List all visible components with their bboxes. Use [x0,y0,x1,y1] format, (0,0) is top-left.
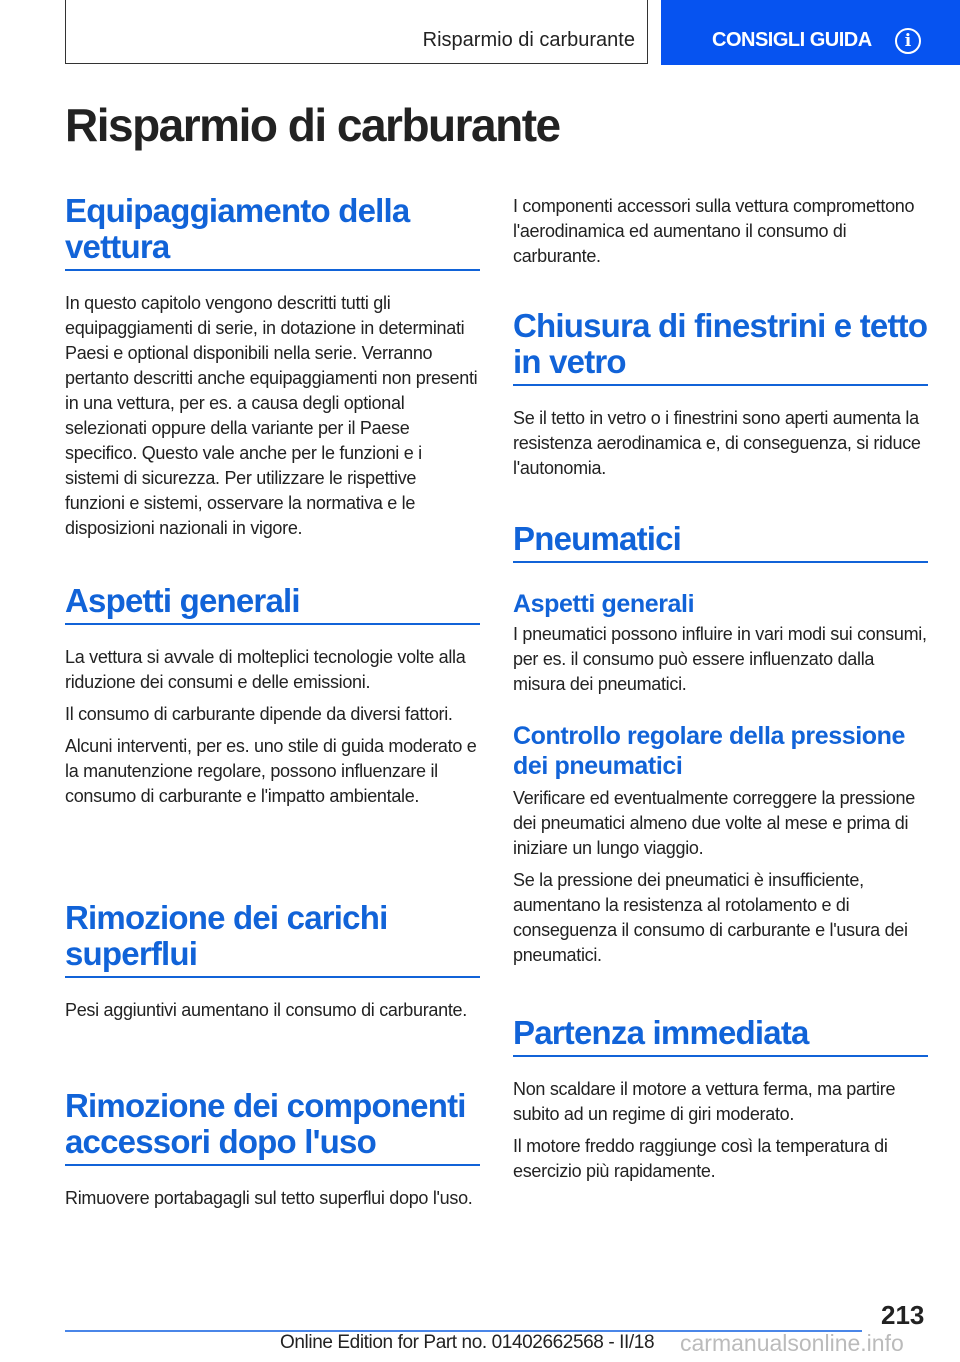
paragraph: Se la pressione dei pneumatici è insufficiente, aumentano la resistenza al rotolamento e di conseguenza il consumo di carburante e l'usura dei pneumatici. [513,870,908,965]
paragraph: La vettura si avvale di molteplici tecnologie volte alla riduzione dei consumi e delle emissioni. [65,647,466,692]
section-heading: Aspetti generali [65,583,480,625]
watermark: carmanualsonline.info [680,1330,904,1356]
edition-text: Online Edition for Part no. 01402662568 - II/18 [280,1332,655,1353]
header-section-box [65,0,648,64]
paragraph: Alcuni interventi, per es. uno stile di guida moderato e la manutenzione regolare, possono influenzare il consumo di carburante e l'impatto ambientale. [65,736,477,806]
header-section-title: Risparmio di carburante [422,29,635,51]
subsection-heading: Aspetti generali [513,590,695,618]
paragraph: Non scaldare il motore a vettura ferma, ma partire subito ad un regime di giri moderato. [513,1079,896,1124]
chapter-tab-label: CONSIGLI GUIDA [712,29,872,51]
section-heading: Equipaggiamento della vettura [65,193,480,271]
section-rimozione-componenti [65,1088,480,1211]
section-partenza-immediata [513,1015,928,1184]
page-number: 213 [881,1300,925,1330]
section-heading: Pneumatici [513,521,928,563]
chapter-tab[interactable] [661,0,960,65]
paragraph: I componenti accessori sulla vettura compromettono l'aerodinamica ed aumentano il consumo di carburante. [513,196,915,266]
paragraph: Il consumo di carburante dipende da diversi fattori. [65,704,453,724]
section-heading: Partenza immediata [513,1015,928,1057]
section-rimozione-carichi [65,900,480,1023]
paragraph: Pesi aggiuntivi aumentano il consumo di carburante. [65,1000,467,1020]
paragraph: Il motore freddo raggiunge così la temperatura di esercizio più rapidamente. [513,1136,888,1181]
paragraph: I pneumatici possono influire in vari modi sui consumi, per es. il consumo può essere influenzato dalla misura dei pneumatici. [513,624,927,694]
section-heading: Chiusura di finestrini e tetto in vetro [513,308,928,386]
paragraph: Se il tetto in vetro o i finestrini sono aperti aumenta la resistenza aerodinamica e, di conseguenza, si riduce l'autonomia. [513,408,921,478]
section-equipaggiamento [65,193,480,541]
paragraph: In questo capitolo vengono descritti tutti gli equipaggiamenti di serie, in dotazione in determinati Paesi e optional disponibili nella serie. Verranno pertanto descritti anche equipaggiamenti non presenti in una vettura, per es. a causa degli optional selezionati oppure della variante per il Paese specifico. Questo vale anche per le funzioni e i sistemi di sicurezza. Per utilizzare le rispettive funzioni e sistemi, osservare la normativa e le disposizioni nazionali in vigore. [65,293,478,538]
section-heading: Rimozione dei carichi superflui [65,900,480,978]
page-title: Risparmio di carburante [65,99,560,151]
section-pneumatici [513,521,928,968]
section-aspetti-generali [65,583,480,809]
paragraph: Rimuovere portabagagli sul tetto superflui dopo l'uso. [65,1188,473,1208]
intro-paragraph-block [513,194,928,269]
section-heading: Rimozione dei componenti accessori dopo l'uso [65,1088,480,1166]
subsection-heading: Controllo regolare della pressione dei pneumatici [513,722,906,780]
info-icon: i [895,28,921,54]
paragraph: Verificare ed eventualmente correggere la pressione dei pneumatici almeno due volte al mese e prima di iniziare un lungo viaggio. [513,788,915,858]
section-chiusura-finestrini [513,308,928,481]
